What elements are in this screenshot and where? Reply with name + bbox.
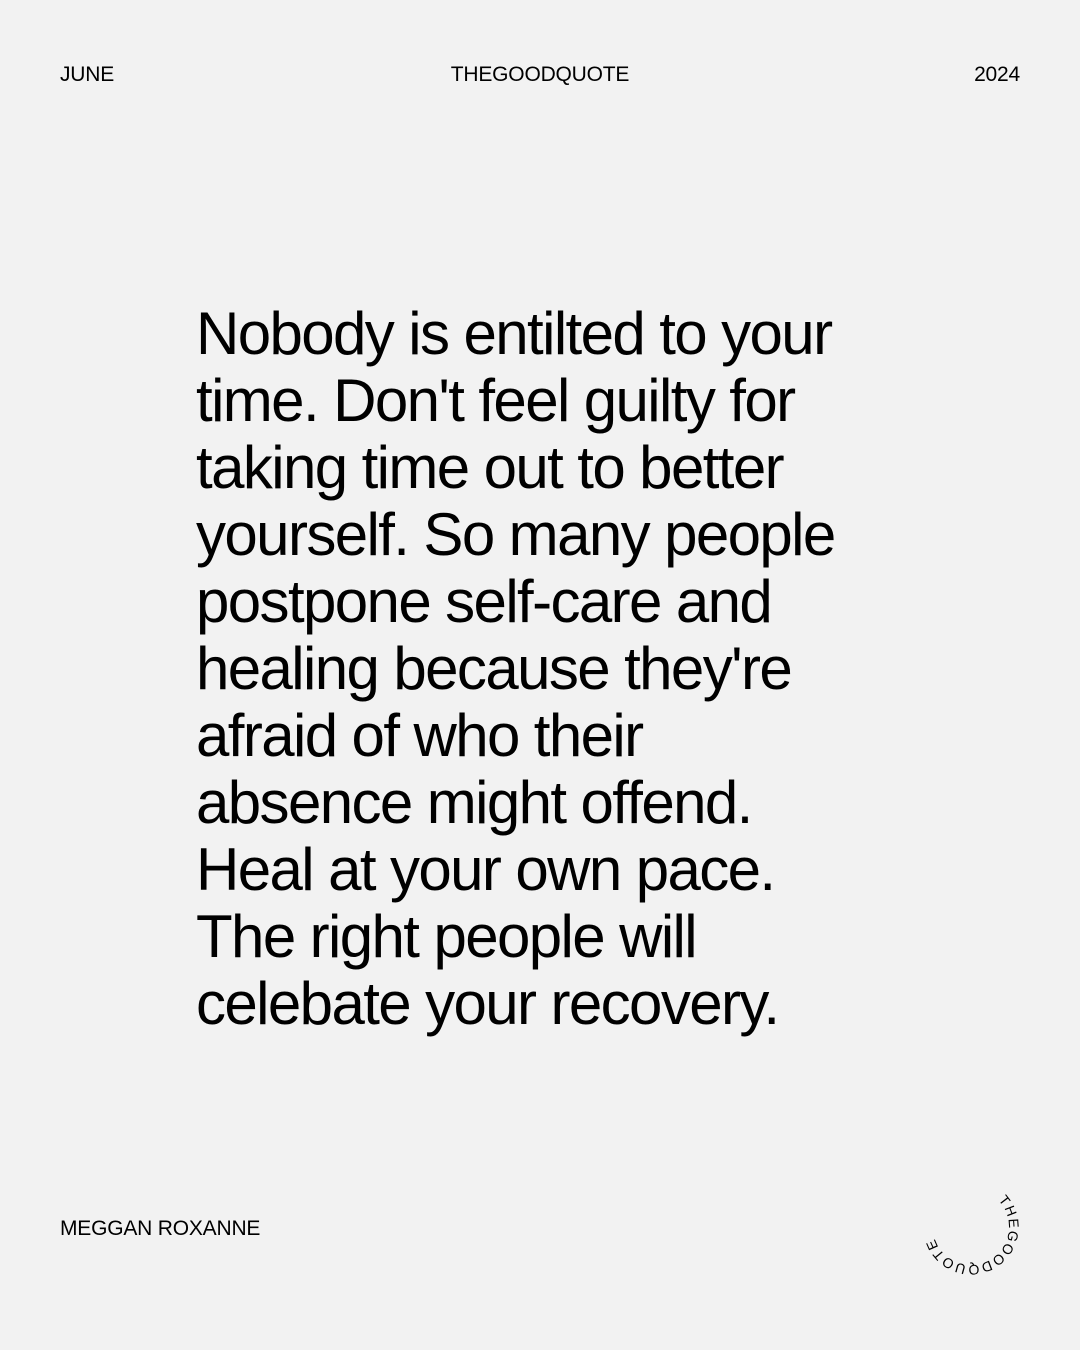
quote-line: Nobody is entilted to your — [196, 300, 832, 367]
quote-line: afraid of who their — [196, 702, 643, 769]
author-name: MEGGAN ROXANNE — [60, 1217, 261, 1240]
circular-logo-svg — [916, 1172, 1026, 1282]
quote-line: yourself. So many people — [196, 501, 835, 568]
header — [60, 62, 1020, 88]
month-label: JUNE — [60, 63, 115, 86]
quote-text — [196, 300, 916, 1037]
quote-line: taking time out to better — [196, 434, 784, 501]
quote-line: celebate your recovery. — [196, 970, 779, 1037]
quote-line: The right people will — [196, 903, 697, 970]
quote-line: healing because they're — [196, 635, 792, 702]
quote-line: postpone self-care and — [196, 568, 772, 635]
circular-logo — [916, 1172, 1026, 1282]
quote-line: Heal at your own pace. — [196, 836, 775, 903]
quote-line: absence might offend. — [196, 769, 752, 836]
year-label: 2024 — [974, 63, 1020, 86]
circular-logo-text: THEGOODQUOTE — [922, 1191, 1023, 1279]
quote-line: time. Don't feel guilty for — [196, 367, 795, 434]
brand-label: THEGOODQUOTE — [450, 63, 630, 86]
